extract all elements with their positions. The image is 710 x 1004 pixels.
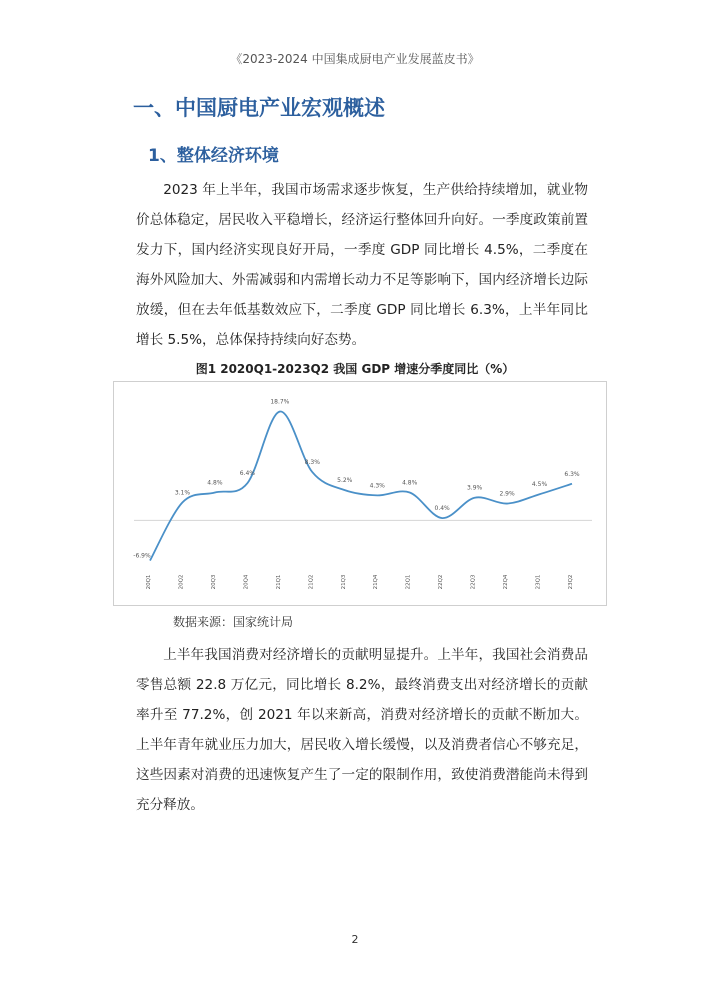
data-label: 3.9% <box>466 484 483 492</box>
document-header: 《2023-2024 中国集成厨电产业发展蓝皮书》 <box>230 52 480 66</box>
x-tick-label: 20Q3 <box>210 574 217 590</box>
data-label: 4.3% <box>369 482 385 490</box>
section-heading: 一、中国厨电产业宏观概述 <box>133 96 385 120</box>
x-tick-label: 23Q1 <box>535 574 542 590</box>
data-label: 2.9% <box>499 490 515 498</box>
x-tick-label: 21Q3 <box>340 574 347 590</box>
x-tick-label: 21Q1 <box>275 574 282 590</box>
data-label: 4.5% <box>531 481 548 489</box>
x-tick-label: 21Q2 <box>308 574 315 590</box>
figure-caption: 图1 2020Q1-2023Q2 我国 GDP 增速分季度同比（%） <box>195 362 515 376</box>
x-tick-label: 20Q2 <box>178 574 185 590</box>
x-tick-label: 20Q4 <box>243 574 250 590</box>
x-tick-label: 20Q1 <box>146 574 152 590</box>
data-label: 4.8% <box>402 479 418 487</box>
x-tick-label: 23Q2 <box>568 574 574 590</box>
gdp-chart <box>113 381 607 606</box>
paragraph-economy: 2023 年上半年，我国市场需求逐步恢复，生产供给持续增加，就业物价总体稳定，居民收入平稳增长，经济运行整体回升向好。一季度政策前置发力下，国内经济实现良好开局，一季度 GDP 同比增长 4.5%，二季度在海外风险加大、外需减弱和内需增长动力不足等影响下，国内经济增长边际放缓，但在去年低基数效应下，二季度 GDP 同比增长 6.3%，上半年同比增长 5.5%，总体保持持续向好态势。 <box>136 182 588 348</box>
page-number: 2 <box>351 933 359 946</box>
data-label: 18.7% <box>270 398 290 406</box>
data-label: 8.3% <box>304 459 320 467</box>
paragraph-consumption: 上半年我国消费对经济增长的贡献明显提升。上半年，我国社会消费品零售总额 22.8 万亿元，同比增长 8.2%，最终消费支出对经济增长的贡献率升至 77.2%，创 2021 年以来新高，消费对经济增长的贡献不断加大。上半年青年就业压力加大，居民收入增长缓慢，以及消费者信心不够充足，这些因素对消费的迅速恢复产生了一定的限制作用，致使消费潜能尚未得到充分释放。 <box>136 647 588 813</box>
data-label: 6.4% <box>239 470 256 478</box>
x-tick-label: 22Q3 <box>470 574 477 590</box>
data-label: 5.2% <box>337 477 353 485</box>
x-tick-label: 22Q4 <box>503 574 510 590</box>
subsection-heading: 1、整体经济环境 <box>148 146 279 166</box>
data-label: 4.8% <box>207 479 223 487</box>
x-tick-label: 21Q4 <box>373 574 380 590</box>
data-label: 0.4% <box>434 505 450 513</box>
x-tick-label: 22Q1 <box>405 574 412 590</box>
data-label: 6.3% <box>564 470 580 478</box>
figure-source: 数据来源：国家统计局 <box>173 615 294 629</box>
data-label: 3.1% <box>174 489 191 497</box>
gdp-line-chart <box>114 382 606 605</box>
data-label: -6.9% <box>133 552 151 560</box>
x-tick-label: 22Q2 <box>438 574 445 590</box>
